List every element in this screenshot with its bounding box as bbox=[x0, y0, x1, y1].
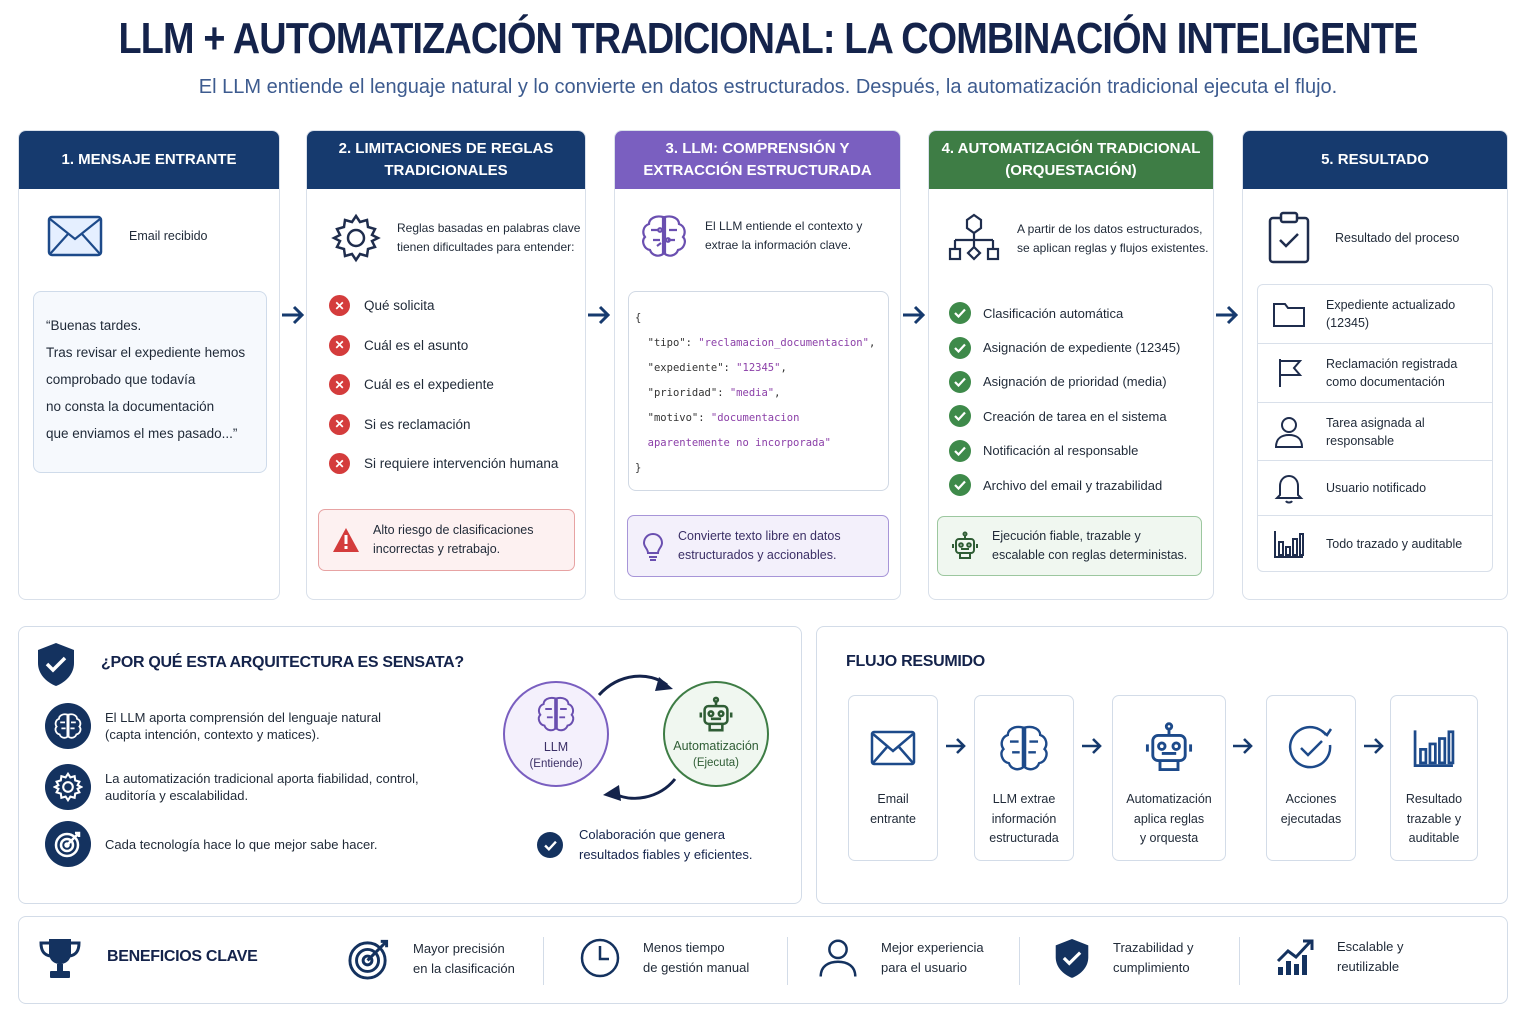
column-title bbox=[615, 131, 900, 189]
step-line: y orquesta bbox=[1139, 831, 1199, 845]
column-title: 5. RESULTADO bbox=[1243, 131, 1507, 189]
reason-item bbox=[45, 821, 377, 867]
collab-note bbox=[537, 825, 752, 865]
json-output: { "tipo": "reclamacion_documentacion", "expediente": "12345", "prioridad": "media", "motivo": "documentacion aparentemente no incorporada" } bbox=[628, 291, 889, 491]
check-icon bbox=[949, 371, 971, 393]
benefit-line: Mayor precisión bbox=[413, 941, 505, 956]
reason-line: auditoría y escalabilidad. bbox=[105, 788, 249, 803]
tip-callout bbox=[627, 515, 889, 577]
step-line: estructurada bbox=[989, 831, 1059, 845]
title-line: 4. AUTOMATIZACIÓN TRADICIONAL bbox=[941, 140, 1201, 157]
step-line: Acciones bbox=[1285, 792, 1337, 806]
step-line: Automatización bbox=[1126, 792, 1212, 806]
step-line: Email bbox=[877, 792, 909, 806]
benefit-item bbox=[1275, 937, 1403, 977]
list-item bbox=[949, 434, 1180, 468]
target-icon bbox=[347, 937, 391, 981]
arrow-right-icon bbox=[901, 303, 927, 327]
list-item bbox=[1258, 285, 1492, 344]
item-label: Si es reclamación bbox=[364, 416, 471, 432]
cycle-arrow-bottom-icon bbox=[597, 775, 687, 807]
x-icon: ✕ bbox=[329, 295, 350, 316]
item-label: Creación de tarea en el sistema bbox=[983, 408, 1167, 424]
divider bbox=[787, 937, 788, 985]
user-icon bbox=[1272, 415, 1306, 449]
note-line: Ejecución fiable, trazable y bbox=[992, 529, 1141, 543]
item-line: Expediente actualizado bbox=[1326, 298, 1456, 312]
robot-icon bbox=[1142, 721, 1196, 775]
json-brace: { bbox=[635, 312, 642, 324]
intro bbox=[47, 215, 208, 257]
item-label: Clasificación automática bbox=[983, 305, 1124, 321]
check-circle-icon bbox=[1286, 723, 1336, 773]
llm-label: LLM bbox=[543, 740, 569, 754]
x-icon: ✕ bbox=[329, 414, 350, 435]
step-line: ejecutadas bbox=[1280, 811, 1342, 826]
brain-icon bbox=[45, 703, 91, 749]
list-item bbox=[329, 286, 558, 326]
intro-line: se aplican reglas y flujos existentes. bbox=[1017, 241, 1209, 255]
benefit-line: de gestión manual bbox=[643, 960, 750, 975]
flow-step bbox=[974, 695, 1074, 861]
list-item bbox=[1258, 403, 1492, 461]
check-icon bbox=[949, 440, 971, 462]
json-key: "prioridad" bbox=[647, 387, 718, 399]
json-key: "tipo" bbox=[647, 337, 686, 349]
column-title: 1. MENSAJE ENTRANTE bbox=[19, 131, 279, 189]
email-icon bbox=[47, 215, 103, 257]
page-subtitle: El LLM entiende el lenguaje natural y lo convierte en datos estructurados. Después, la automatización tradicional ejecuta el flujo. bbox=[198, 76, 1338, 98]
intro-line: Reglas basadas en palabras clave bbox=[397, 221, 581, 235]
why-title: ¿POR QUÉ ESTA ARQUITECTURA ES SENSATA? bbox=[101, 654, 464, 671]
message-quote bbox=[33, 291, 267, 473]
benefit-line: Mejor experiencia bbox=[881, 940, 984, 955]
json-value: "reclamacion_documentacion" bbox=[698, 337, 869, 349]
title-line: 3. LLM: COMPRENSIÓN Y bbox=[665, 140, 850, 157]
intro-line: El LLM entiende el contexto y bbox=[705, 219, 863, 233]
item-label: Asignación de prioridad (media) bbox=[983, 374, 1167, 390]
column-result bbox=[1242, 130, 1508, 600]
benefit-item bbox=[579, 937, 749, 979]
arrow-right-icon bbox=[1231, 736, 1255, 756]
result-list bbox=[1257, 284, 1493, 572]
bar-chart-icon bbox=[1272, 528, 1306, 560]
json-value: "12345" bbox=[736, 362, 781, 374]
json-key: "motivo" bbox=[647, 412, 699, 424]
message-line: comprobado que todavía bbox=[46, 372, 196, 387]
json-key: "expediente" bbox=[647, 362, 724, 374]
flow-step bbox=[848, 695, 938, 861]
warning-line: incorrectas y retrabajo. bbox=[373, 542, 501, 556]
page-title: LLM + AUTOMATIZACIÓN TRADICIONAL: LA COMBINACIÓN INTELIGENTE bbox=[118, 14, 1418, 63]
benefits-bar bbox=[18, 916, 1508, 1004]
divider bbox=[1019, 937, 1020, 985]
reason-line: Cada tecnología hace lo que mejor sabe hacer. bbox=[105, 836, 378, 852]
arrow-right-icon bbox=[944, 736, 968, 756]
automation-sub: (Ejecuta) bbox=[692, 757, 740, 769]
reason-line: (capta intención, contexto y matices). bbox=[105, 727, 320, 742]
item-label: Cuál es el asunto bbox=[364, 337, 469, 353]
column-title bbox=[929, 131, 1213, 189]
reason-item bbox=[45, 703, 381, 749]
user-icon bbox=[817, 937, 859, 979]
reason-item bbox=[45, 764, 419, 810]
divider bbox=[543, 937, 544, 985]
list-item bbox=[949, 330, 1180, 364]
item-line: (12345) bbox=[1326, 316, 1370, 330]
why-panel bbox=[18, 626, 802, 904]
lightbulb-icon bbox=[640, 530, 666, 562]
check-icon bbox=[949, 474, 971, 496]
item-label: Archivo del email y trazabilidad bbox=[983, 477, 1163, 493]
gear-icon bbox=[331, 213, 381, 263]
list-item bbox=[949, 296, 1180, 330]
title-line: (ORQUESTACIÓN) bbox=[1005, 162, 1137, 179]
item-label: Asignación de expediente (12345) bbox=[983, 340, 1181, 356]
brain-icon bbox=[997, 723, 1051, 773]
benefit-line: Menos tiempo bbox=[643, 940, 725, 955]
title-line: TRADICIONALES bbox=[384, 162, 508, 179]
workflow-icon bbox=[947, 213, 1001, 265]
message-line: Tras revisar el expediente hemos bbox=[46, 345, 246, 360]
trophy-icon bbox=[37, 937, 83, 981]
benefit-line: Escalable y bbox=[1337, 939, 1404, 954]
x-icon: ✕ bbox=[329, 374, 350, 395]
robot-icon bbox=[697, 696, 735, 734]
item-line: Reclamación registrada bbox=[1326, 357, 1458, 371]
step-line: entrante bbox=[870, 811, 916, 826]
list-item bbox=[329, 405, 558, 445]
gear-icon bbox=[45, 764, 91, 810]
benefit-line: cumplimiento bbox=[1113, 960, 1190, 975]
item-line: Tarea asignada al bbox=[1326, 415, 1425, 430]
automation-label: Automatización bbox=[673, 739, 759, 753]
check-icon bbox=[537, 832, 563, 858]
step-line: LLM extrae bbox=[992, 792, 1056, 806]
column-title bbox=[307, 131, 585, 189]
list-item bbox=[949, 399, 1180, 433]
item-line: Usuario notificado bbox=[1326, 481, 1427, 495]
title-line: 2. LIMITACIONES DE REGLAS bbox=[338, 140, 554, 157]
intro-line: tienen dificultades para entender: bbox=[397, 240, 575, 254]
robot-icon bbox=[950, 531, 980, 561]
benefit-item bbox=[347, 937, 515, 981]
json-brace: } bbox=[635, 462, 642, 474]
intro-text: Resultado del proceso bbox=[1335, 230, 1460, 245]
flow-step bbox=[1390, 695, 1478, 861]
warning-callout bbox=[318, 509, 575, 571]
warning-icon bbox=[331, 526, 361, 554]
step-line: aplica reglas bbox=[1133, 811, 1205, 826]
column-limitations bbox=[306, 130, 586, 600]
clipboard-check-icon bbox=[1267, 211, 1311, 265]
item-line: como documentación bbox=[1326, 375, 1445, 389]
intro-line: extrae la información clave. bbox=[705, 238, 852, 252]
tip-line: estructurados y accionables. bbox=[678, 548, 837, 562]
item-line: Todo trazado y auditable bbox=[1326, 536, 1463, 551]
divider bbox=[1239, 937, 1240, 985]
intro-text: Email recibido bbox=[129, 228, 208, 243]
item-label: Qué solicita bbox=[364, 298, 435, 314]
column-automation bbox=[928, 130, 1214, 600]
benefits-title: BENEFICIOS CLAVE bbox=[107, 948, 258, 965]
message-line: no consta la documentación bbox=[46, 399, 215, 414]
bell-icon bbox=[1272, 471, 1306, 505]
intro bbox=[947, 213, 1208, 265]
list-item bbox=[329, 444, 558, 484]
clock-icon bbox=[579, 937, 621, 979]
reason-line: La automatización tradicional aporta fiabilidad, control, bbox=[105, 771, 419, 786]
intro bbox=[639, 213, 862, 259]
arrow-right-icon bbox=[280, 303, 306, 327]
title-line: EXTRACCIÓN ESTRUCTURADA bbox=[643, 162, 872, 179]
step-line: información bbox=[991, 811, 1057, 826]
benefit-line: reutilizable bbox=[1337, 959, 1400, 974]
flow-step bbox=[1112, 695, 1226, 861]
intro-line: A partir de los datos estructurados, bbox=[1017, 222, 1203, 236]
llm-circle bbox=[503, 681, 609, 787]
arrow-right-icon bbox=[1362, 736, 1386, 756]
check-icon bbox=[949, 302, 971, 324]
bar-chart-icon bbox=[1411, 725, 1457, 771]
arrow-right-icon bbox=[586, 303, 612, 327]
brain-icon bbox=[535, 695, 577, 733]
message-line: “Buenas tardes. bbox=[46, 318, 142, 333]
shield-check-icon bbox=[35, 641, 77, 687]
check-icon bbox=[949, 337, 971, 359]
list-item bbox=[1258, 461, 1492, 516]
json-value: "media" bbox=[729, 387, 775, 399]
list-item bbox=[1258, 516, 1492, 571]
limitations-list bbox=[329, 286, 558, 484]
flow-step bbox=[1266, 695, 1356, 861]
step-line: auditable bbox=[1408, 831, 1460, 845]
x-icon: ✕ bbox=[329, 335, 350, 356]
warning-line: Alto riesgo de clasificaciones bbox=[373, 523, 534, 537]
json-value: aparentemente no incorporada" bbox=[647, 437, 831, 449]
intro bbox=[1267, 211, 1459, 265]
item-line: responsable bbox=[1326, 433, 1395, 448]
check-icon bbox=[949, 405, 971, 427]
note-line: escalable con reglas deterministas. bbox=[992, 548, 1188, 562]
growth-chart-icon bbox=[1275, 937, 1315, 977]
cycle-arrow-top-icon bbox=[589, 667, 679, 697]
folder-icon bbox=[1272, 300, 1306, 328]
list-item bbox=[329, 326, 558, 366]
arrow-right-icon bbox=[1214, 303, 1240, 327]
list-item bbox=[949, 468, 1180, 502]
benefit-line: para el usuario bbox=[881, 960, 967, 975]
step-line: trazable y bbox=[1406, 811, 1462, 826]
automation-list bbox=[949, 296, 1180, 502]
flag-icon bbox=[1272, 357, 1306, 389]
list-item bbox=[949, 365, 1180, 399]
tip-line: Convierte texto libre en datos bbox=[678, 529, 841, 543]
shield-check-icon bbox=[1053, 937, 1091, 979]
collab-line: Colaboración que genera bbox=[579, 827, 725, 842]
json-value: "documentacion bbox=[710, 412, 800, 424]
intro bbox=[331, 213, 580, 263]
x-icon: ✕ bbox=[329, 453, 350, 474]
benefit-line: en la clasificación bbox=[413, 961, 515, 976]
benefit-item bbox=[817, 937, 984, 979]
column-llm bbox=[614, 130, 901, 600]
list-item bbox=[329, 365, 558, 405]
note-callout bbox=[937, 516, 1202, 576]
column-incoming-message bbox=[18, 130, 280, 600]
target-icon bbox=[45, 821, 91, 867]
brain-icon bbox=[639, 213, 689, 259]
benefit-item bbox=[1053, 937, 1193, 979]
flow-title: FLUJO RESUMIDO bbox=[846, 653, 985, 670]
collab-line: resultados fiables y eficientes. bbox=[579, 847, 753, 862]
reason-line: El LLM aporta comprensión del lenguaje natural bbox=[105, 710, 382, 725]
step-line: Resultado bbox=[1405, 792, 1463, 806]
benefit-line: Trazabilidad y bbox=[1113, 940, 1194, 955]
email-icon bbox=[870, 730, 916, 766]
list-item bbox=[1258, 344, 1492, 403]
item-label: Notificación al responsable bbox=[983, 443, 1139, 459]
item-label: Cuál es el expediente bbox=[364, 377, 494, 393]
automation-circle bbox=[663, 681, 769, 787]
item-label: Si requiere intervención humana bbox=[364, 456, 559, 472]
message-line: que enviamos el mes pasado...” bbox=[46, 426, 238, 441]
arrow-right-icon bbox=[1080, 736, 1104, 756]
llm-sub: (Entiende) bbox=[529, 758, 583, 770]
